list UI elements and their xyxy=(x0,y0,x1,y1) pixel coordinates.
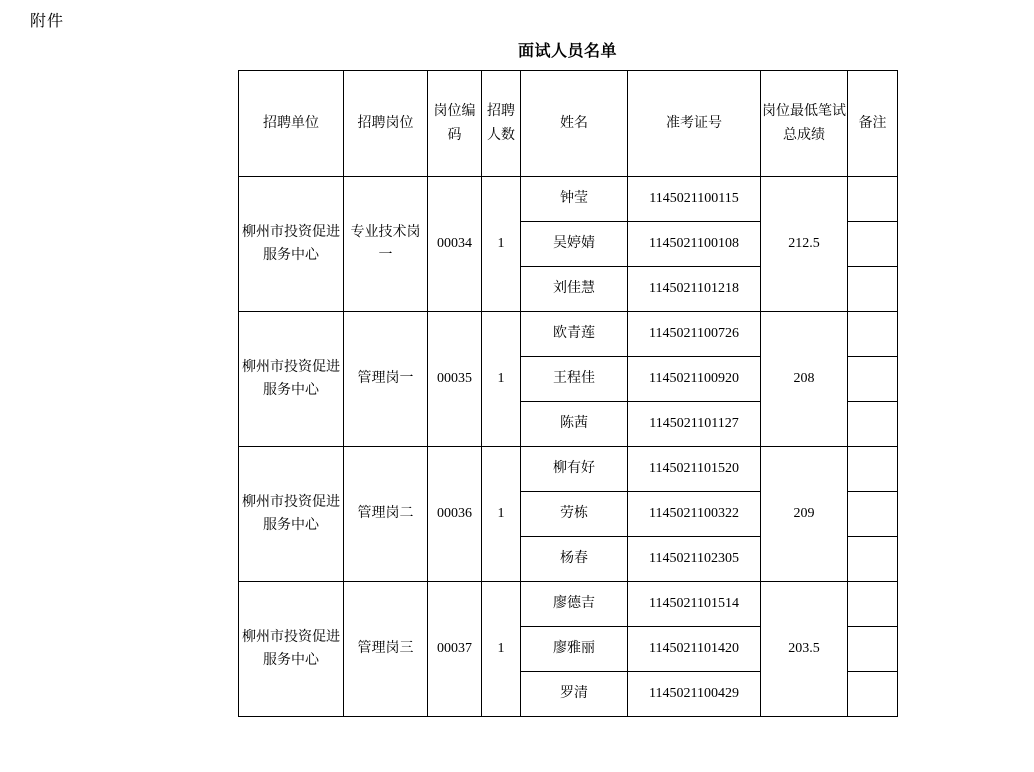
recruit-count-cell: 1 xyxy=(482,177,521,312)
min-score-cell: 208 xyxy=(761,312,848,447)
remark-cell xyxy=(848,402,898,447)
document-area xyxy=(238,38,897,717)
name-cell: 欧青莲 xyxy=(521,312,628,357)
min-score-cell: 203.5 xyxy=(761,582,848,717)
remark-cell xyxy=(848,672,898,717)
exam-no-cell: 1145021100322 xyxy=(628,492,761,537)
table-row xyxy=(239,582,898,627)
name-cell: 刘佳慧 xyxy=(521,267,628,312)
exam-no-cell: 1145021101514 xyxy=(628,582,761,627)
code-cell: 00035 xyxy=(428,312,482,447)
position-cell: 管理岗二 xyxy=(344,447,428,582)
unit-cell: 柳州市投资促进服务中心 xyxy=(239,582,344,717)
remark-cell xyxy=(848,357,898,402)
position-cell: 专业技术岗一 xyxy=(344,177,428,312)
remark-cell xyxy=(848,582,898,627)
exam-no-cell: 1145021101520 xyxy=(628,447,761,492)
name-cell: 王程佳 xyxy=(521,357,628,402)
name-cell: 钟莹 xyxy=(521,177,628,222)
unit-cell: 柳州市投资促进服务中心 xyxy=(239,312,344,447)
code-cell: 00037 xyxy=(428,582,482,717)
remark-cell xyxy=(848,627,898,672)
interview-roster-table xyxy=(238,70,898,717)
header-position: 招聘岗位 xyxy=(344,71,428,177)
attachment-label: 附件 xyxy=(30,13,65,30)
remark-cell xyxy=(848,492,898,537)
name-cell: 劳栋 xyxy=(521,492,628,537)
unit-cell: 柳州市投资促进服务中心 xyxy=(239,177,344,312)
min-score-cell: 212.5 xyxy=(761,177,848,312)
header-name: 姓名 xyxy=(521,71,628,177)
remark-cell xyxy=(848,267,898,312)
unit-cell: 柳州市投资促进服务中心 xyxy=(239,447,344,582)
header-recruit-count: 招聘人数 xyxy=(482,71,521,177)
name-cell: 杨春 xyxy=(521,537,628,582)
name-cell: 柳有好 xyxy=(521,447,628,492)
header-unit: 招聘单位 xyxy=(239,71,344,177)
exam-no-cell: 1145021100920 xyxy=(628,357,761,402)
name-cell: 罗清 xyxy=(521,672,628,717)
remark-cell xyxy=(848,312,898,357)
name-cell: 廖雅丽 xyxy=(521,627,628,672)
code-cell: 00036 xyxy=(428,447,482,582)
header-remark: 备注 xyxy=(848,71,898,177)
exam-no-cell: 1145021100726 xyxy=(628,312,761,357)
recruit-count-cell: 1 xyxy=(482,447,521,582)
name-cell: 吴婷婧 xyxy=(521,222,628,267)
recruit-count-cell: 1 xyxy=(482,582,521,717)
table-header-row xyxy=(239,71,898,177)
position-cell: 管理岗一 xyxy=(344,312,428,447)
code-cell: 00034 xyxy=(428,177,482,312)
header-exam-no: 准考证号 xyxy=(628,71,761,177)
recruit-count-cell: 1 xyxy=(482,312,521,447)
remark-cell xyxy=(848,537,898,582)
exam-no-cell: 1145021100108 xyxy=(628,222,761,267)
exam-no-cell: 1145021101127 xyxy=(628,402,761,447)
remark-cell xyxy=(848,447,898,492)
page-title: 面试人员名单 xyxy=(517,43,617,60)
position-cell: 管理岗三 xyxy=(344,582,428,717)
table-row xyxy=(239,312,898,357)
exam-no-cell: 1145021100429 xyxy=(628,672,761,717)
header-min-score: 岗位最低笔试总成绩 xyxy=(761,71,848,177)
exam-no-cell: 1145021102305 xyxy=(628,537,761,582)
table-row xyxy=(239,447,898,492)
exam-no-cell: 1145021101218 xyxy=(628,267,761,312)
name-cell: 廖德吉 xyxy=(521,582,628,627)
header-code: 岗位编码 xyxy=(428,71,482,177)
table-row xyxy=(239,177,898,222)
exam-no-cell: 1145021100115 xyxy=(628,177,761,222)
remark-cell xyxy=(848,222,898,267)
exam-no-cell: 1145021101420 xyxy=(628,627,761,672)
remark-cell xyxy=(848,177,898,222)
min-score-cell: 209 xyxy=(761,447,848,582)
name-cell: 陈茜 xyxy=(521,402,628,447)
